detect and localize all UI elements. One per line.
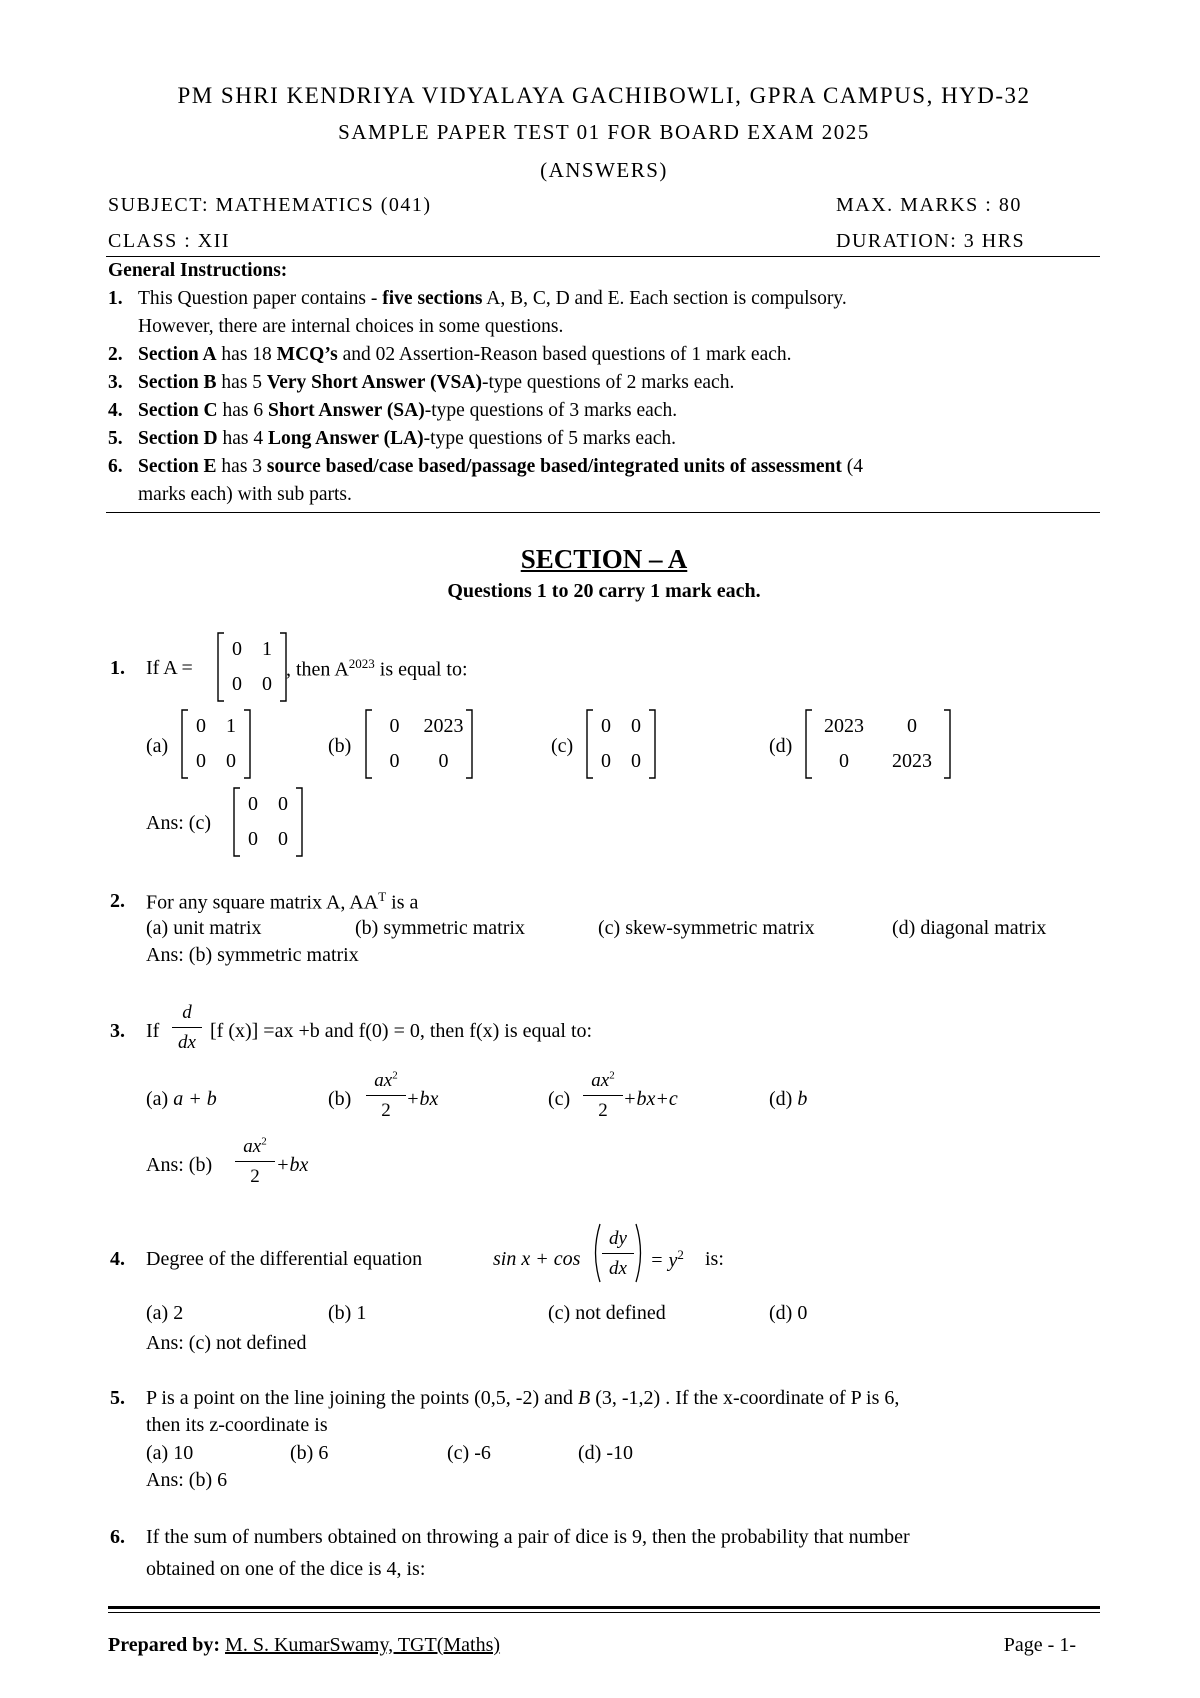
section-title: SECTION – A — [520, 544, 688, 574]
q1-answer: Ans: (c) — [146, 812, 211, 834]
q5-answer: Ans: (b) 6 — [146, 1469, 228, 1491]
matrix-cell: 0 — [196, 715, 206, 737]
instruction-item: 2. Section A has 18 MCQ’s and 02 Assertion-Reason based questions of 1 mark each. — [108, 344, 792, 365]
question-number: 4. — [110, 1248, 125, 1270]
subject: SUBJECT: MATHEMATICS (041) — [108, 194, 432, 216]
matrix-cell: 0 — [601, 715, 611, 737]
fraction-ax2-over-2: $ax^2$ 2 — [235, 1134, 275, 1190]
test-title: SAMPLE PAPER TEST 01 FOR BOARD EXAM 2025 — [338, 120, 870, 144]
option-a-matrix — [180, 709, 252, 779]
instruction-item: 1. This Question paper contains - five sections A, B, C, D and E. Each section is compulsory. — [108, 288, 847, 309]
author: M. S. KumarSwamy, TGT(Maths) — [225, 1634, 501, 1656]
fraction-ax2-over-2: $ax^2$ 2 — [583, 1068, 623, 1124]
option-b-matrix — [364, 709, 474, 779]
matrix-cell: 0 — [232, 638, 242, 660]
q1-answer-matrix — [232, 787, 304, 857]
question-number: 5. — [110, 1387, 125, 1409]
matrix-cell: 0 — [631, 750, 641, 772]
matrix-cell: 2023 — [892, 750, 932, 772]
footer-divider — [108, 1612, 1100, 1613]
matrix-cell: 0 — [907, 715, 917, 737]
option-d-matrix — [804, 709, 952, 779]
matrix-cell: 0 — [631, 715, 641, 737]
q3-answer: Ans: (b) — [146, 1154, 213, 1176]
option-c-matrix — [585, 709, 657, 779]
class: CLASS : XII — [108, 230, 231, 252]
q1-prefix: If A = — [146, 657, 193, 679]
right-paren — [634, 1222, 646, 1284]
question-number: 6. — [110, 1526, 125, 1548]
question-number: 1. — [110, 657, 125, 679]
fraction-dy-dx: dy dx — [602, 1226, 634, 1282]
q1-matrix — [216, 632, 288, 702]
question-number: 3. — [110, 1020, 125, 1042]
instruction-item: 6. Section E has 3 source based/case based/passage based/integrated units of assessment (4 — [108, 456, 863, 477]
matrix-cell: 0 — [232, 673, 242, 695]
matrix-cell: 0 — [248, 793, 258, 815]
matrix-cell: 0 — [601, 750, 611, 772]
matrix-cell: 0 — [248, 828, 258, 850]
left-paren — [590, 1222, 602, 1284]
footer: Prepared by: M. S. KumarSwamy, TGT(Maths) Page - 1- — [108, 1632, 1076, 1659]
matrix-cell: 0 — [389, 715, 400, 737]
instructions-title: General Instructions: — [108, 260, 288, 281]
footer-divider — [108, 1606, 1100, 1609]
max-marks: MAX. MARKS : 80 — [836, 194, 1022, 216]
question-number: 2. — [110, 890, 125, 912]
instruction-item: 3. Section B has 5 Very Short Answer (VSA)-type questions of 2 marks each. — [108, 372, 735, 393]
derivative-operator: d dx — [172, 1000, 202, 1056]
document-page: PM SHRI KENDRIYA VIDYALAYA GACHIBOWLI, GPRA CAMPUS, HYD-32 SAMPLE PAPER TEST 01 FOR BOARD EXAM 2025 (ANSWERS) SUBJECT: MATHEMATICS (041) MAX. MARKS : 80 CLASS : XII DURATION: 3 HRS General Instructions: 1. This Question paper contains - five sections A, B, C, D and E. Each section is compulsory. However, there are internal choices in some questions. 2. Section A has 18 MCQ’s and 02 Assertion-Reason based questions of 1 mark each. 3. Section B has 5 Very Short Answer (VSA)-type questions of 2 marks each. 4. Section C has 6 Short Answer (SA)-type questions of 3 marks each. 5. Section D has 4 Long Answer (LA)-type questions of 5 marks each. 6. Section E has 3 source based/case based/passage based/integrated units of assessment (4 marks each) with sub parts. SECTION – A Questions 1 to 20 carry 1 mark each. 1. If A = 0 1 0 0 , then $A^{2023}$ is equal to: (a) 0 1 0 0 (b) 0 2023 0 0 (c) 0 0 0 0 (d) 2023 0 0 2023 Ans: (c) 0 0 0 0 2. For any square matrix A, $AA^T$ is a (a) unit matrix (b) symmetric matrix (c) skew-symmetric matrix (d) diagonal matrix Ans: (b) symmetric matrix 3. If d dx [f (x)] =ax +b and f(0) = 0, then f(x) is equal to: (a) a + b (b) $ax^2$ 2 +bx (c) $ax^2$ 2 +bx+c (d) b Ans: (b) $ax^2$ 2 +bx 4. Degree of the differential equation sin x + cos dy dx = $y^2$ is: (a) 2 (b) 1 (c) not defined (d) 0 Ans: (c) not defined 5. P is a point on the line joining the points (0,5, -2) and B (3, -1,2) . If the x-coordinate of P is 6, then its z-coordinate is (a) 10 (b) 6 (c) -6 (d) -10 Ans: (b) 6 6. If the sum of numbers obtained on throwing a pair of dice is 9, then the probability that number obtained on one of the dice is 4, is: Prepared by: M. S. KumarSwamy, TGT(Maths) Page - 1- — [0, 0, 1200, 1698]
matrix-cell: 1 — [262, 638, 272, 660]
answers-label: (ANSWERS) — [540, 158, 668, 182]
instruction-item: 5. Section D has 4 Long Answer (LA)-type questions of 5 marks each. — [108, 428, 677, 449]
matrix-cell: 0 — [278, 793, 288, 815]
matrix-cell: 0 — [196, 750, 206, 772]
school-name: PM SHRI KENDRIYA VIDYALAYA GACHIBOWLI, GPRA CAMPUS, HYD-32 — [177, 83, 1031, 108]
page-number: Page - 1- — [1003, 1634, 1076, 1656]
instruction-item: 4. Section C has 6 Short Answer (SA)-type questions of 3 marks each. — [108, 400, 678, 421]
meta-row-2 — [108, 228, 1076, 255]
section-subtitle: Questions 1 to 20 carry 1 mark each. — [447, 580, 761, 602]
matrix-cell: 0 — [278, 828, 288, 850]
q2-answer: Ans: (b) symmetric matrix — [146, 944, 359, 966]
general-instructions: General Instructions: 1. This Question paper contains - five sections A, B, C, D and E. Each section is compulsory. However, there are internal choices in some questions. 2. Section A has 18 MCQ’s and 02 Assertion-Reason based questions of 1 mark each. 3. Section B has 5 Very Short Answer (VSA)-type questions of 2 marks each. 4. Section C has 6 Short Answer (SA)-type questions of 3 marks each. 5. Section D has 4 Long Answer (LA)-type questions of 5 marks each. 6. Section E has 3 source based/case based/passage based/integrated units of assessment (4 marks each) with sub parts. — [108, 257, 1098, 509]
q4-answer: Ans: (c) not defined — [146, 1332, 307, 1354]
fraction-ax2-over-2: $ax^2$ 2 — [366, 1068, 406, 1124]
matrix-cell: 0 — [839, 750, 849, 772]
matrix-cell: 0 — [226, 750, 236, 772]
divider — [106, 512, 1100, 513]
meta-row-1 — [108, 192, 1076, 219]
duration: DURATION: 3 HRS — [836, 230, 1026, 252]
matrix-cell: 2023 — [824, 715, 864, 737]
matrix-cell: 0 — [389, 750, 400, 772]
matrix-cell: 2023 — [423, 715, 464, 737]
matrix-cell: 0 — [438, 750, 449, 772]
matrix-cell: 0 — [262, 673, 272, 695]
matrix-cell: 1 — [226, 715, 236, 737]
